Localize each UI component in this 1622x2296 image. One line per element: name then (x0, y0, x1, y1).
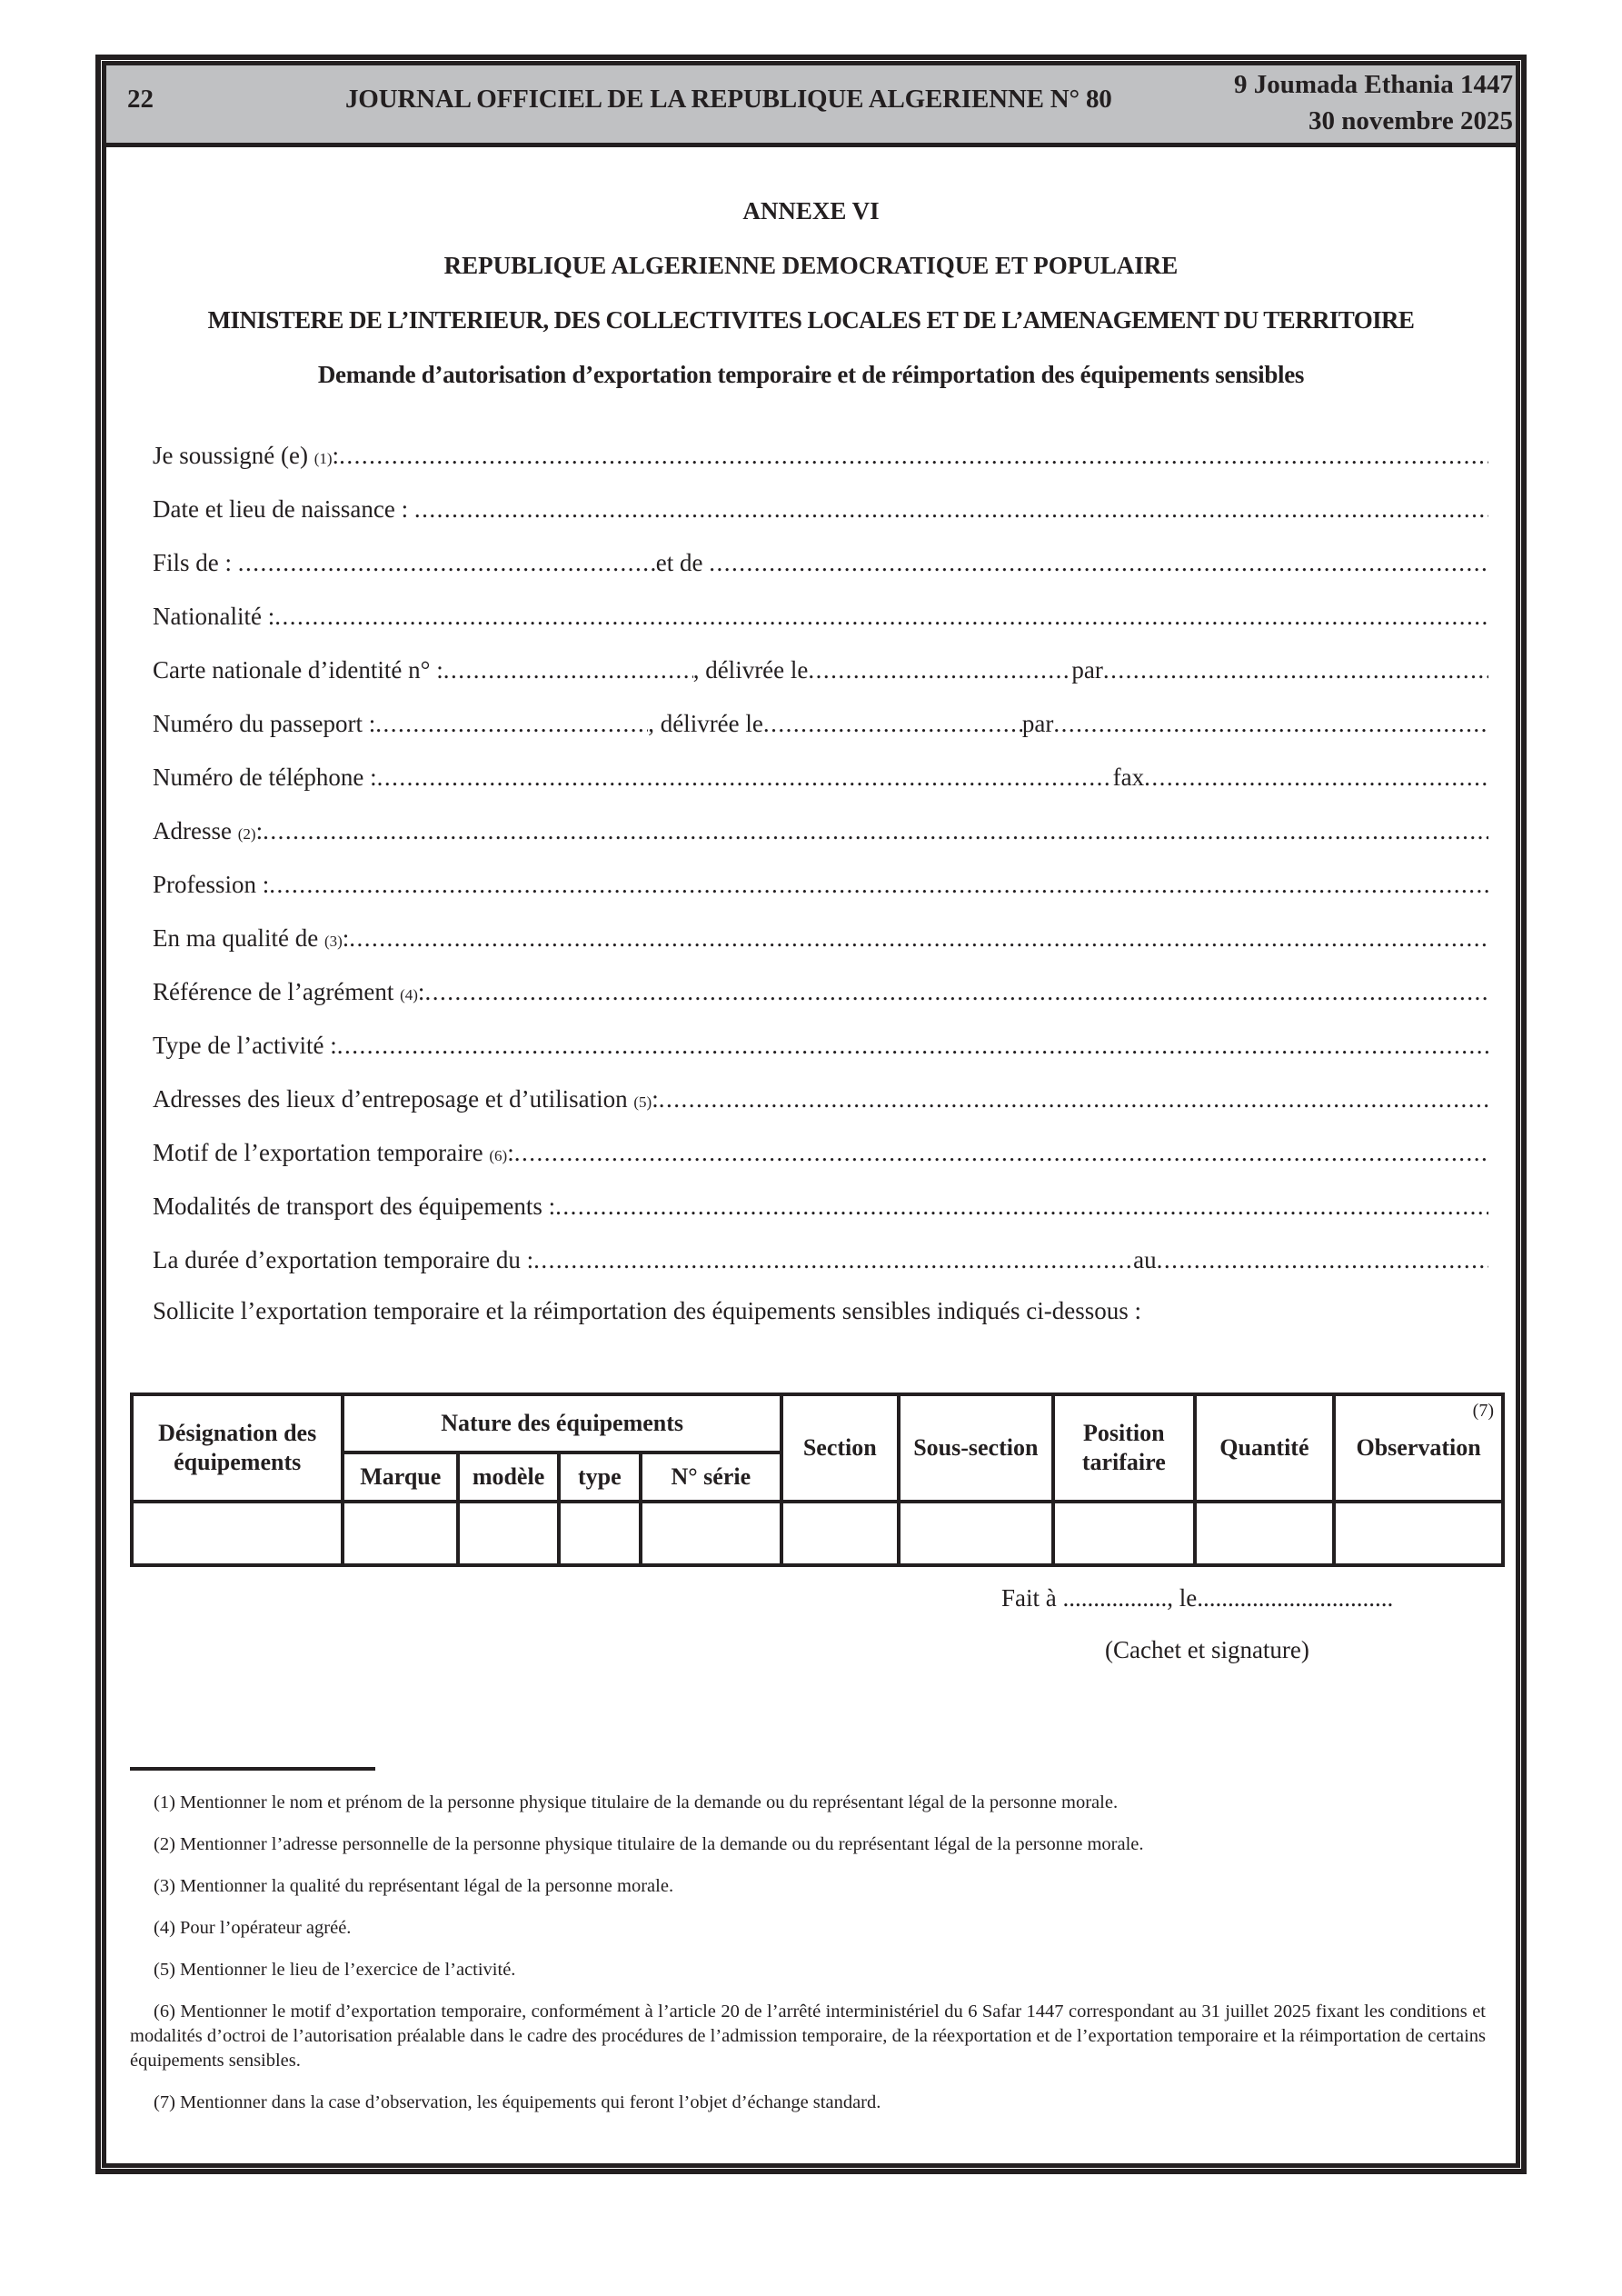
cell-type[interactable] (559, 1502, 641, 1565)
col-header-section: Section (781, 1394, 899, 1502)
footnote-ref: (7) (1472, 1401, 1494, 1421)
field-telephone[interactable]: Numéro de téléphone : ..... fax ..... (153, 760, 1488, 814)
field-label: Nationalité : (153, 603, 275, 630)
fill-dots[interactable] (414, 492, 1488, 526)
field-duree[interactable]: La durée d’exportation temporaire du : ..... au ..... (153, 1243, 1488, 1296)
field-label: Numéro de téléphone : (153, 764, 377, 791)
fill-dots[interactable] (263, 814, 1488, 848)
field-soussigne[interactable]: Je soussigné (e) (1) : ..... (153, 438, 1488, 492)
cell-position-tarifaire[interactable] (1053, 1502, 1195, 1565)
footnote-5: (5) Mentionner le lieu de l’exercice de l’activité. (154, 1960, 516, 1980)
cell-sous-section[interactable] (899, 1502, 1053, 1565)
footnote-4: (4) Pour l’opérateur agréé. (154, 1918, 352, 1938)
field-lieux[interactable]: Adresses des lieux d’entreposage et d’utilisation (5) : ..... (153, 1082, 1488, 1135)
cell-modele[interactable] (458, 1502, 559, 1565)
field-fils-de[interactable]: Fils de : ..... et de ..... (153, 545, 1488, 599)
field-label: Adresses des lieux d’entreposage et d’utilisation (153, 1085, 628, 1113)
fill-dots-passport-number[interactable] (375, 706, 648, 741)
cell-observation[interactable] (1334, 1502, 1503, 1565)
fill-dots-phone[interactable] (377, 760, 1113, 794)
cell-designation[interactable] (132, 1502, 343, 1565)
field-qualite[interactable]: En ma qualité de (3) : ..... (153, 921, 1488, 974)
page-number: 22 (127, 85, 154, 114)
demande-title: Demande d’autorisation d’exportation temporaire et de réimportation des équipements sensibles (317, 361, 1305, 388)
table-row (132, 1502, 1503, 1565)
col-header-observation: (7) Observation (1334, 1394, 1503, 1502)
equipment-table (130, 1393, 1505, 1567)
fill-dots[interactable] (514, 1135, 1488, 1170)
sollicite-text: Sollicite l’exportation temporaire et la réimportation des équipements sensibles indiqués ci-dessous : (153, 1297, 1141, 1324)
field-label: Carte nationale d’identité n° : (153, 656, 443, 684)
fill-dots[interactable] (659, 1082, 1488, 1116)
field-label: Numéro du passeport : (153, 710, 376, 737)
col-header-designation: Désignation des équipements (132, 1394, 343, 1502)
col-header-nature: Nature des équipements (343, 1394, 781, 1452)
cell-serie[interactable] (641, 1502, 781, 1565)
fill-dots[interactable] (349, 921, 1488, 955)
field-activite[interactable] (153, 1028, 1488, 1082)
footnotes (130, 1791, 1486, 2132)
field-label: Type de l’activité : (153, 1032, 337, 1059)
field-naissance[interactable] (153, 492, 1488, 545)
cell-section[interactable] (781, 1502, 899, 1565)
fait-a-line[interactable]: Fait à ................., le................................ (1001, 1584, 1394, 1612)
col-header-quantite: Quantité (1195, 1394, 1335, 1502)
fill-dots[interactable] (424, 974, 1488, 1009)
fill-dots-cni-number[interactable] (443, 653, 693, 687)
col-header-position-tarifaire: Position tarifaire (1053, 1394, 1195, 1502)
date-gregorian: 30 novembre 2025 (1308, 106, 1513, 135)
field-label: Date et lieu de naissance : (153, 495, 409, 523)
footnote-separator (130, 1767, 375, 1771)
field-passeport[interactable]: Numéro du passeport : ..... , délivrée le ..... par ..... (153, 706, 1488, 760)
cell-marque[interactable] (343, 1502, 458, 1565)
fill-dots-from[interactable] (533, 1243, 1133, 1277)
field-agrement[interactable]: Référence de l’agrément (4) : ..... (153, 974, 1488, 1028)
field-transport[interactable] (153, 1189, 1488, 1243)
footnote-6: (6) Mentionner le motif d’exportation temporaire, conformément à l’article 20 de l’arrêté interministériel du 6 Safar 1447 correspondant au 31 juillet 2025 fixant les conditions et modalités d’octroi de l’autorisation préalable dans le cadre des procédures de l’admission temporaire, de la réexportation et de l’exportation temporaire et la réimportation de certains équipements sensibles. (130, 2002, 1486, 2071)
sub-header-marque: Marque (343, 1452, 458, 1502)
footnote-1: (1) Mentionner le nom et prénom de la personne physique titulaire de la demande ou du représentant légal de la personne morale. (154, 1792, 1119, 1812)
field-label: Motif de l’exportation temporaire (153, 1139, 483, 1166)
fill-dots-passport-date[interactable] (763, 706, 1022, 741)
ministere-title: MINISTERE DE L’INTERIEUR, DES COLLECTIVITES LOCALES ET DE L’AMENAGEMENT DU TERRITOIRE (207, 306, 1415, 334)
field-label: Adresse (153, 817, 232, 844)
fill-dots-cni-by[interactable] (1103, 653, 1488, 687)
footnote-2: (2) Mentionner l’adresse personnelle de la personne physique titulaire de la demande ou du représentant légal de la personne morale. (154, 1834, 1144, 1854)
field-label: Profession : (153, 871, 270, 898)
republique-title: REPUBLIQUE ALGERIENNE DEMOCRATIQUE ET POPULAIRE (443, 252, 1179, 279)
cachet-signature-label: (Cachet et signature) (1105, 1636, 1309, 1663)
field-adresse[interactable]: Adresse (2) : ..... (153, 814, 1488, 867)
applicant-form (153, 438, 1488, 1296)
date-hijri: 9 Joumada Ethania 1447 (1234, 70, 1513, 99)
col-header-sous-section: Sous-section (899, 1394, 1053, 1502)
field-label: Modalités de transport des équipements : (153, 1193, 556, 1220)
footnote-3: (3) Mentionner la qualité du représentant légal de la personne morale. (154, 1876, 674, 1896)
annexe-title: ANNEXE VI (742, 197, 880, 225)
field-label: Je soussigné (e) (153, 442, 308, 469)
fill-dots[interactable] (339, 438, 1488, 473)
fill-dots-father[interactable] (238, 545, 656, 580)
fill-dots-passport-by[interactable] (1053, 706, 1488, 741)
sub-header-modele: modèle (458, 1452, 559, 1502)
fill-dots[interactable] (274, 599, 1488, 634)
journal-title: JOURNAL OFFICIEL DE LA REPUBLIQUE ALGERIENNE N° 80 (345, 85, 1112, 114)
field-label: Fils de : (153, 549, 233, 576)
fill-dots-cni-date[interactable] (808, 653, 1071, 687)
fill-dots[interactable] (555, 1189, 1488, 1223)
footnote-7: (7) Mentionner dans la case d’observation, les équipements qui feront l’objet d’échange standard. (154, 2092, 881, 2112)
fill-dots[interactable] (269, 867, 1488, 902)
field-profession[interactable] (153, 867, 1488, 921)
sub-header-type: type (559, 1452, 641, 1502)
field-motif[interactable]: Motif de l’exportation temporaire (6) : ..... (153, 1135, 1488, 1189)
field-label: Référence de l’agrément (153, 978, 394, 1005)
sub-header-serie: N° série (641, 1452, 781, 1502)
cell-quantite[interactable] (1195, 1502, 1335, 1565)
field-label: La durée d’exportation temporaire du : (153, 1246, 534, 1273)
fill-dots-fax[interactable] (1144, 760, 1488, 794)
field-cni[interactable]: Carte nationale d’identité n° : ..... , délivrée le ..... par ..... (153, 653, 1488, 706)
fill-dots-mother[interactable] (709, 545, 1488, 580)
fill-dots[interactable] (337, 1028, 1488, 1063)
fill-dots-to[interactable] (1157, 1243, 1488, 1277)
field-label: En ma qualité de (153, 924, 319, 952)
field-nationalite[interactable] (153, 599, 1488, 653)
